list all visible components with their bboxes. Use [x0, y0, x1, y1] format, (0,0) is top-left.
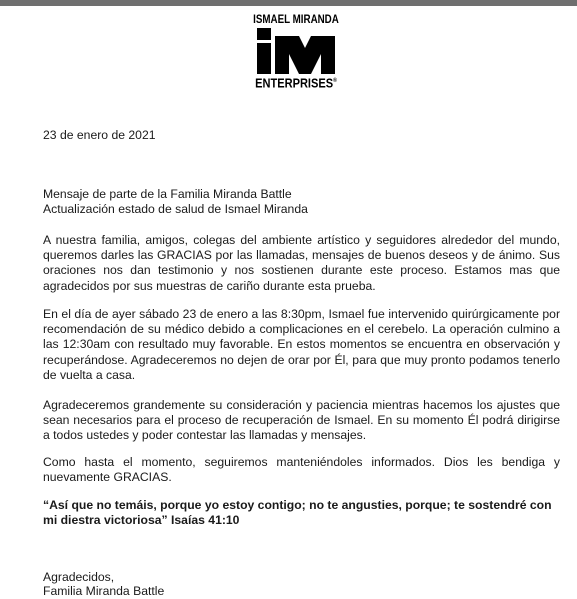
subject-line-1: Mensaje de parte de la Familia Miranda Battle	[43, 187, 292, 201]
closing-line: Agradecidos,	[43, 570, 115, 584]
paragraph-1: A nuestra familia, amigos, colegas del ambiente artístico y seguidores alrededor del mundo, queremos darles las GRACIAS por las llamadas, mensajes de buenos deseos y de ánimo. Sus oraciones nos dan testimonio y nos sostienen durante este proceso. Estamos mas que agradecidos por sus muestras de cariño durante esta prueba.	[43, 233, 560, 293]
logo-brand-bottom-text: ENTERPRISES	[255, 75, 334, 91]
signature-line: Familia Miranda Battle	[43, 584, 165, 598]
paragraph-2: En el día de ayer sábado 23 de enero a las 8:30pm, Ismael fue intervenido quirúrgicamente por recomendación de su médico debido a complicaciones en el cerebelo. La operación culmino a las 12:30am con resultado muy favorable. En estos momentos se encuentra en observación y recuperándose. Agradeceremos no dejen de orar por Él, para que muy pronto podamos tenerlo de vuelta a casa.	[43, 307, 560, 382]
logo-brand-bottom	[245, 75, 347, 89]
paragraph-3: Agradeceremos grandemente su consideración y paciencia mientras hacemos los ajustes que sean necesarios para el proceso de recuperación de Ismael. En su momento Él podrá dirigirse a todos ustedes y poder contestar las llamadas y mensajes.	[43, 398, 560, 443]
subject-line-2: Actualización estado de salud de Ismael Miranda	[43, 202, 308, 216]
scripture-quote: “Así que no temáis, porque yo estoy contigo; no te angusties, porque; te sostendré con mi diestra victoriosa” Isaías 41:10	[43, 498, 552, 528]
paragraph-4: Como hasta el momento, seguiremos manteniéndoles informados. Dios les bendiga y nuevamente GRACIAS.	[43, 455, 560, 485]
registered-mark: ®	[333, 78, 337, 84]
top-border	[0, 0, 577, 6]
letter-date: 23 de enero de 2021	[43, 128, 156, 142]
logo-brand-top: ISMAEL MIRANDA	[253, 14, 339, 26]
letterhead-logo	[236, 14, 356, 94]
im-monogram-icon	[255, 28, 337, 74]
